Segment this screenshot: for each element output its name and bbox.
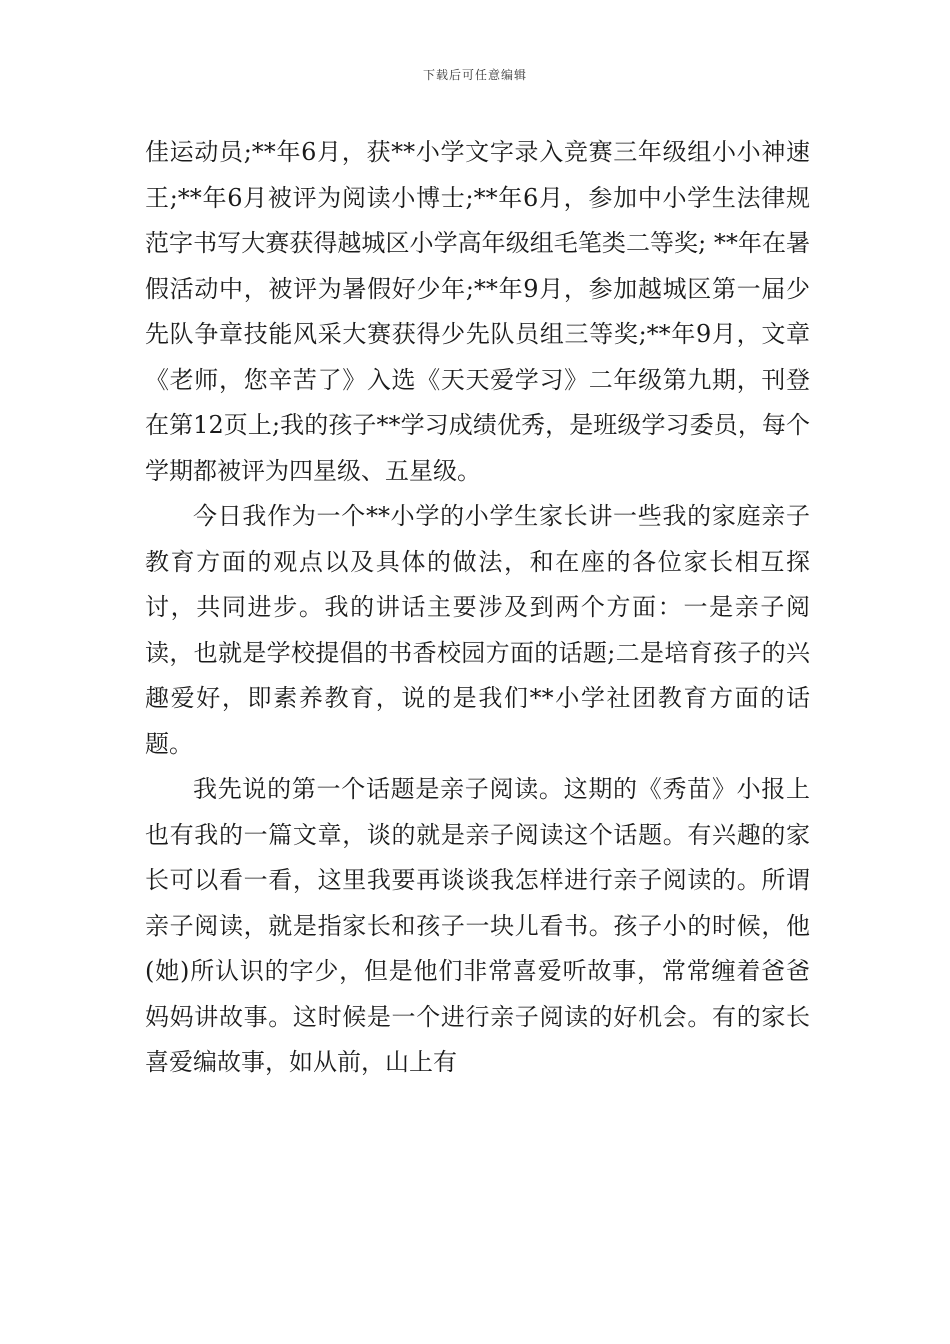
paragraph-introduction: 今日我作为一个**小学的小学生家长讲一些我的家庭亲子教育方面的观点以及具体的做法，和在座的各位家长相互探讨，共同进步。我的讲话主要涉及到两个方面：一是亲子阅读，也就是学校提倡的书香校园方面的话题;二是培育孩子的兴趣爱好，即素养教育，说的是我们**小学社团教育方面的话题。 [145, 502, 810, 758]
document-body [145, 130, 810, 1086]
page-header: 下载后可任意编辑 [422, 68, 527, 82]
paragraph-achievements: 佳运动员;**年6月，获**小学文字录入竞赛三年级组小小神速王;**年6月被评为阅读小博士;**年6月，参加中小学生法律规范字书写大赛获得越城区小学高年级组毛笔类二等奖; **年在暑假活动中，被评为暑假好少年;**年9月，参加越城区第一届少先队争章技能风采大赛获得少先队员组三等奖;**年9月，文章《老师，您辛苦了》入选《天天爱学习》二年级第九期，刊登在第12页上;我的孩子**学习成绩优秀，是班级学习委员，每个学期都被评为四星级、五星级。 [145, 138, 810, 485]
paragraph-parent-child-reading: 我先说的第一个话题是亲子阅读。这期的《秀苗》小报上也有我的一篇文章，谈的就是亲子阅读这个话题。有兴趣的家长可以看一看，这里我要再谈谈我怎样进行亲子阅读的。所谓亲子阅读，就是指家长和孩子一块儿看书。孩子小的时候，他(她)所认识的字少，但是他们非常喜爱听故事，常常缠着爸爸妈妈讲故事。这时候是一个进行亲子阅读的好机会。有的家长喜爱编故事，如从前，山上有 [145, 775, 810, 1076]
